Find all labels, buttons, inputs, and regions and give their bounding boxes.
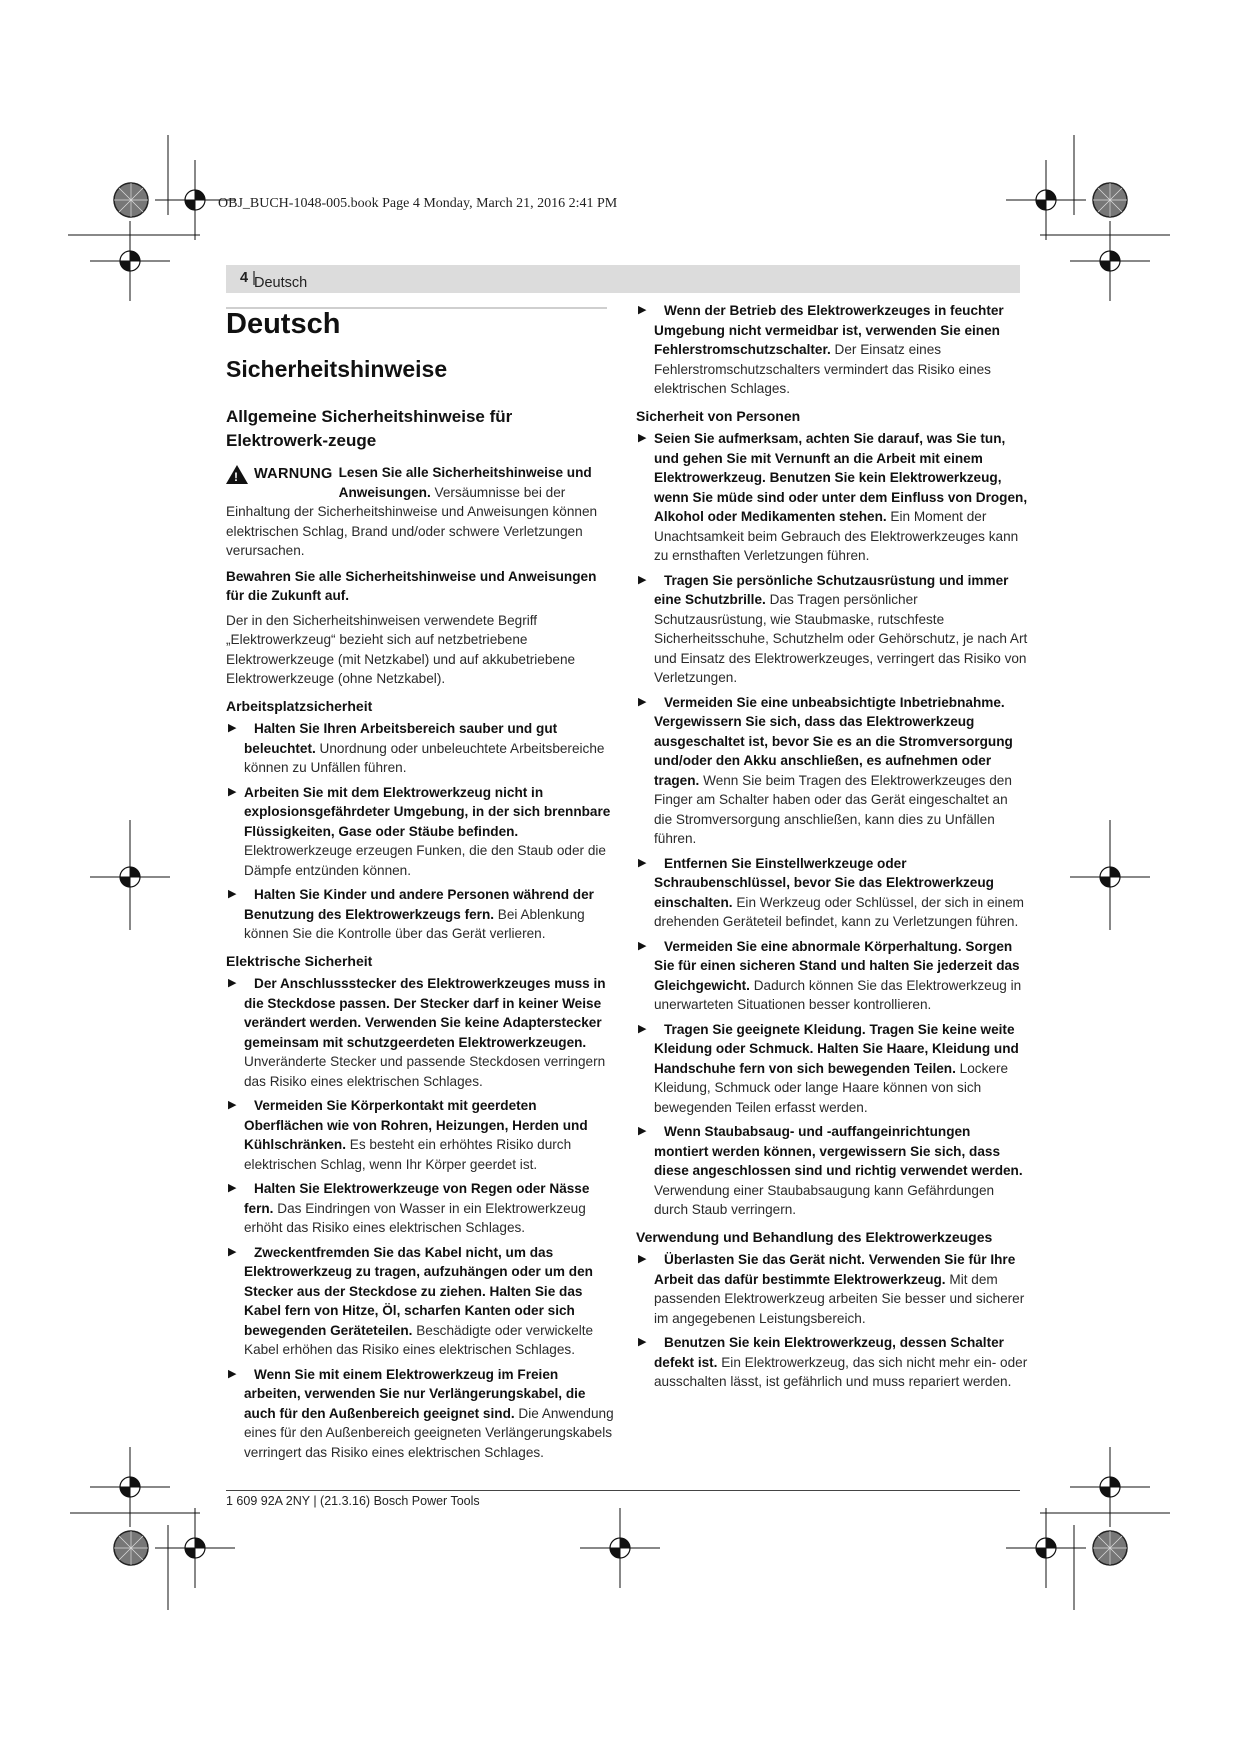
list-item: ▶ Tragen Sie persönliche Schutzausrüstung und immer eine Schutzbrille. Das Tragen persönlicher Schutzausrüstung, wie Staubmaske, rutschfeste Sicherheitsschuhe, Schutzhelm oder Gehörschutz, je nach Art und Einsatz des Elektrowerkzeuges, verringert das Risiko von Verletzungen. xyxy=(638,572,1028,685)
bullet-icon: ▶ xyxy=(638,856,647,869)
list-item: ▶ Arbeiten Sie mit dem Elektrowerkzeug nicht in explosionsgefährdeter Umgebung, in der sich brennbare Flüssigkeiten, Gase oder Stäube befinden. Elektrowerkzeuge erzeugen Funken, die den Staub oder die Dämpfe entzünden können. xyxy=(228,784,611,878)
bullet-icon: ▶ xyxy=(638,695,647,708)
page-title: Deutsch xyxy=(226,308,341,340)
subsection-title: Allgemeine Sicherheitshinweise für Elektrowerk-zeuge xyxy=(226,407,513,450)
warning-label: WARNUNG xyxy=(254,466,333,482)
term-definition: Der in den Sicherheitshinweisen verwendete Begriff „Elektrowerkzeug“ bezieht sich auf netzbetriebene Elektrowerkzeuge (mit Netzkabel) und auf akkubetriebene Elektrowerkzeuge (ohne Netzkabel). xyxy=(226,612,576,686)
list-item: ▶ Vermeiden Sie Körperkontakt mit geerdeten Oberflächen wie von Rohren, Heizungen, Herden und Kühlschränken. Es besteht ein erhöhtes Risiko durch elektrischen Schlag, wenn Ihr Körper geerdet ist. xyxy=(228,1098,588,1172)
list-item: ▶ Der Anschlussstecker des Elektrowerkzeuges muss in die Steckdose passen. Der Stecker darf in keiner Weise verändert werden. Verwenden Sie keine Adapterstecker gemeinsam mit schutzgeerdeten Elektrowerkzeugen. Unveränderte Stecker und passende Steckdosen verringern das Risiko eines elektrischen Schlages. xyxy=(228,976,606,1089)
header-section: Deutsch xyxy=(254,275,308,291)
list-item: ▶ Entfernen Sie Einstellwerkzeuge oder Schraubenschlüssel, bevor Sie das Elektrowerkzeug einschalten. Ein Werkzeug oder Schlüssel, der sich in einem drehenden Geräteteil befindet, kann zu Verletzungen führen. xyxy=(638,855,1024,929)
wet-environment-list xyxy=(636,301,1028,399)
keep-instructions: Bewahren Sie alle Sicherheitshinweise und Anweisungen für die Zukunft auf. xyxy=(226,568,597,603)
bullet-icon: ▶ xyxy=(638,1336,647,1348)
bullet-icon: ▶ xyxy=(638,1125,647,1137)
bullet-icon: ▶ xyxy=(638,432,647,444)
list-item: ▶ Vermeiden Sie eine abnormale Körperhaltung. Sorgen Sie für einen sicheren Stand und halten Sie jederzeit das Gleichgewicht. Dadurch können Sie das Elektrowerkzeug in unerwarteten Situationen besser kontrollieren. xyxy=(638,938,1022,1012)
list-item: ▶ Seien Sie aufmerksam, achten Sie darauf, was Sie tun, und gehen Sie mit Vernunft an die Arbeit mit einem Elektrowerkzeug. Benutzen Sie kein Elektrowerkzeug, wenn Sie müde sind oder unter dem Einfluss von Drogen, Alkohol oder Medikamenten stehen. Ein Moment der Unachtsamkeit beim Gebrauch des Elektrowerkzeuges kann zu ernsthaften Verletzungen führen. xyxy=(638,431,1028,563)
book-info-line: OBJ_BUCH-1048-005.book Page 4 Monday, March 21, 2016 2:41 PM xyxy=(218,196,618,211)
list-item: ▶ Zweckentfremden Sie das Kabel nicht, um das Elektrowerkzeug zu tragen, aufzuhängen oder um den Stecker aus der Steckdose zu ziehen. Halten Sie das Kabel fern von Hitze, Öl, scharfen Kanten oder sich bewegenden Geräteteilen. Beschädigte oder verwickelte Kabel erhöhen das Risiko eines elektrischen Schlages. xyxy=(228,1244,594,1357)
list-item: ▶ Tragen Sie geeignete Kleidung. Tragen Sie keine weite Kleidung oder Schmuck. Halten Sie Haare, Kleidung und Handschuhe fern von sich bewegenden Teilen. Lockere Kleidung, Schmuck oder lange Haare können von sich bewegenden Teilen erfasst werden. xyxy=(638,1021,1019,1115)
heading-electrical-safety: Elektrische Sicherheit xyxy=(226,952,373,969)
warning-badge xyxy=(226,465,333,485)
list-item: ▶ Überlasten Sie das Gerät nicht. Verwenden Sie für Ihre Arbeit das dafür bestimmte Elektrowerkzeug. Mit dem passenden Elektrowerkzeug arbeiten Sie besser und sicherer im angegebenen Leistungsbereich. xyxy=(638,1252,1025,1326)
bullet-icon: ▶ xyxy=(638,1022,647,1035)
personal-safety-list xyxy=(636,429,1028,1220)
bullet-icon: ▶ xyxy=(638,939,647,952)
list-item: ▶ Vermeiden Sie eine unbeabsichtigte Inbetriebnahme. Vergewissern Sie sich, dass das Elektrowerkzeug ausgeschaltet ist, bevor Sie es an die Stromversorgung und/oder den Akku anschließen, es aufnehmen oder tragen. Wenn Sie beim Tragen des Elektrowerkzeuges den Finger am Schalter haben oder das Gerät eingeschaltet an die Stromversorgung anschließen, kann dies zu Unfällen führen. xyxy=(638,694,1013,846)
bullet-icon: ▶ xyxy=(228,1182,237,1194)
footer-rule xyxy=(226,1490,1020,1491)
left-column xyxy=(226,307,618,1467)
bullet-icon: ▶ xyxy=(228,1245,237,1258)
page-header-bar xyxy=(226,265,1020,293)
warning-paragraph xyxy=(226,463,618,561)
warning-text: Versäumnisse bei der Einhaltung der Sicherheitshinweise und Anweisungen können elektrischen Schlag, Brand und/oder schwere Verletzungen verursachen. xyxy=(226,484,598,558)
heading-tool-use: Verwendung und Behandlung des Elektrowerkzeuges xyxy=(636,1228,993,1245)
bullet-icon: ▶ xyxy=(228,1099,237,1111)
warning-icon xyxy=(226,465,248,484)
bullet-icon: ▶ xyxy=(638,304,647,316)
workplace-safety-list xyxy=(226,719,618,944)
warning-bold: Lesen Sie alle Sicherheitshinweise und Anweisungen. xyxy=(338,465,592,500)
electrical-safety-list xyxy=(226,974,618,1462)
list-item: ▶ Halten Sie Elektrowerkzeuge von Regen oder Nässe fern. Das Eindringen von Wasser in ein Elektrowerkzeug erhöht das Risiko eines elektrischen Schlages. xyxy=(228,1181,590,1235)
list-item: ▶ Wenn Sie mit einem Elektrowerkzeug im Freien arbeiten, verwenden Sie nur Verlängerungskabel, die auch für den Außenbereich geeignet sind. Die Anwendung eines für den Außenbereich geeigneten Verlängerungskabels verringert das Risiko eines elektrischen Schlages. xyxy=(228,1366,614,1460)
list-item: ▶ Benutzen Sie kein Elektrowerkzeug, dessen Schalter defekt ist. Ein Elektrowerkzeug, das sich nicht mehr ein- oder ausschalten lässt, ist gefährlich und muss repariert werden. xyxy=(638,1335,1028,1389)
section-title: Sicherheitshinweise xyxy=(226,356,448,382)
tool-use-list xyxy=(636,1250,1028,1392)
list-item: ▶ Halten Sie Kinder und andere Personen während der Benutzung des Elektrowerkzeugs fern. Bei Ablenkung können Sie die Kontrolle über das Gerät verlieren. xyxy=(228,887,594,941)
heading-workplace-safety: Arbeitsplatzsicherheit xyxy=(226,697,373,714)
page-footer: 1 609 92A 2NY | (21.3.16) Bosch Power Tools xyxy=(226,1494,480,1508)
bullet-icon: ▶ xyxy=(638,573,647,586)
page-header: 4 | Deutsch xyxy=(240,270,308,291)
list-item: ▶ Wenn Staubabsaug- und -auffangeinrichtungen montiert werden können, vergewissern Sie sich, dass diese angeschlossen sind und richtig verwendet werden. Verwendung einer Staubabsaugung kann Gefährdungen durch Staub verringern. xyxy=(638,1124,1023,1217)
bullet-icon: ▶ xyxy=(228,1367,237,1380)
bullet-icon: ▶ xyxy=(638,1253,647,1265)
right-column xyxy=(636,301,1028,1397)
bullet-icon: ▶ xyxy=(228,785,237,798)
bullet-icon: ▶ xyxy=(228,977,237,989)
bullet-icon: ▶ xyxy=(228,888,237,900)
heading-personal-safety: Sicherheit von Personen xyxy=(636,407,801,424)
bullet-icon: ▶ xyxy=(228,722,237,734)
page-number: 4 xyxy=(240,270,249,286)
list-item: ▶ Halten Sie Ihren Arbeitsbereich sauber und gut beleuchtet. Unordnung oder unbeleuchtete Arbeitsbereiche können zu Unfällen führen. xyxy=(228,721,605,775)
list-item: ▶ Wenn der Betrieb des Elektrowerkzeuges in feuchter Umgebung nicht vermeidbar ist, verwenden Sie einen Fehlerstromschutzschalter. Der Einsatz eines Fehlerstromschutzschalters vermindert das Risiko eines elektrischen Schlages. xyxy=(638,303,1004,396)
